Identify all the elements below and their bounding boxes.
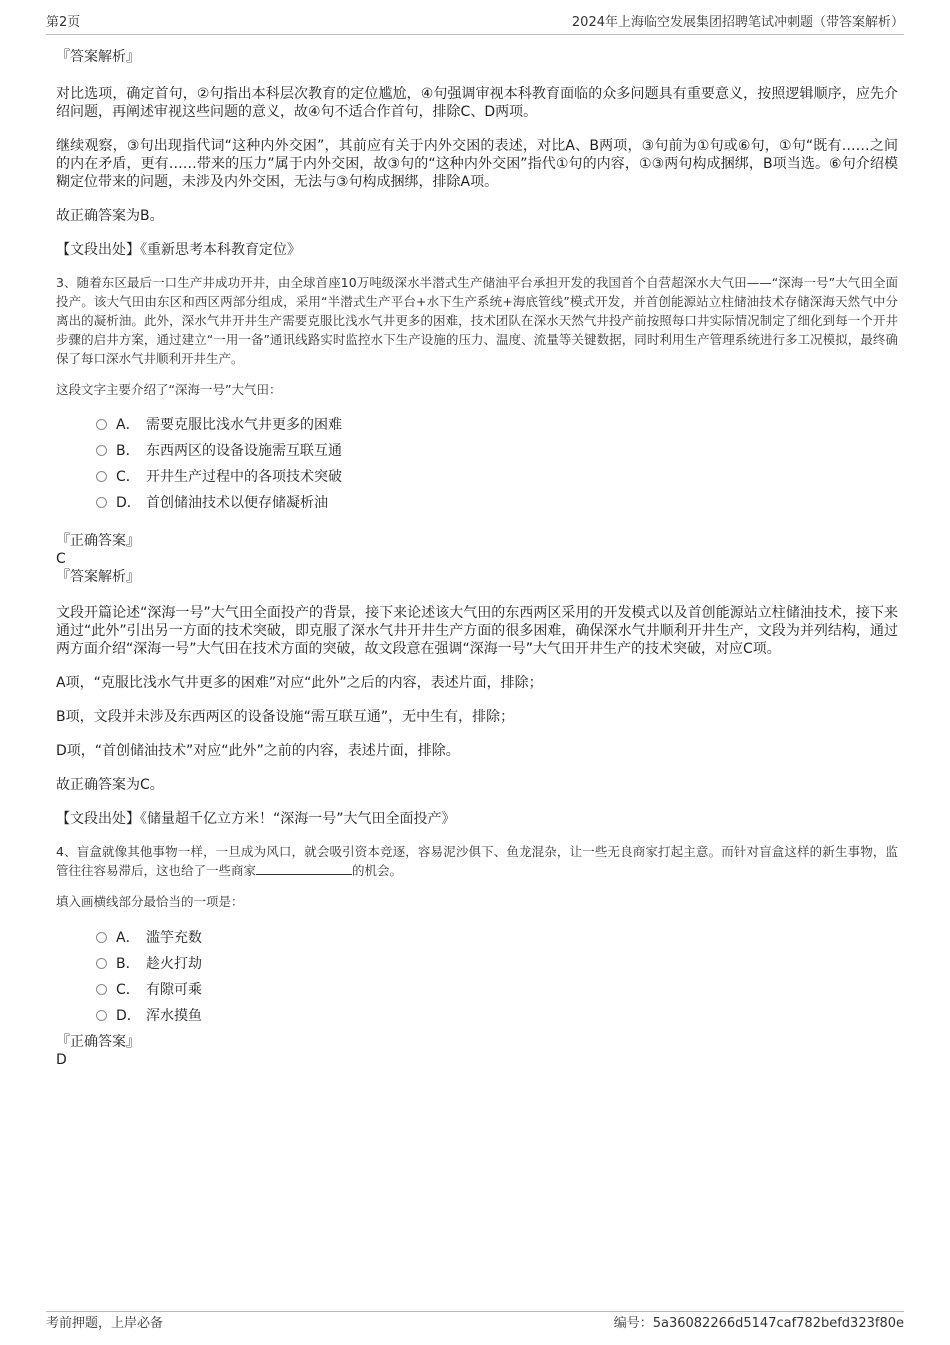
- q4-prompt: 填入画横线部分最恰当的一项是：: [56, 894, 244, 909]
- q4-answer-label: 『正确答案』: [56, 1034, 140, 1050]
- q2-analysis-label: 『答案解析』: [56, 49, 140, 65]
- radio-icon[interactable]: [96, 497, 107, 508]
- q3-option-d[interactable]: D． 首创储油技术以便存储凝析油: [96, 490, 898, 516]
- fill-blank: [256, 862, 352, 875]
- q2-analysis-para-1: 对比选项，确定首句，②句指出本科层次教育的定位尴尬，④句强调审视本科教育面临的众多问题具有重要意义，按照逻辑顺序，应先介绍问题，再阐述审视这些问题的意义，故④句不适合作首句，排除C、D两项。: [56, 86, 898, 120]
- q2-source: 【文段出处】《重新思考本科教育定位》: [56, 242, 301, 258]
- q4-question-text: 4、盲盒就像其他事物一样，一旦成为风口，就会吸引资本竞逐，容易泥沙俱下、鱼龙混杂，让一些无良商家打起主意。而针对盲盒这样的新生事物，监管往往容易滞后，这也给了一些商家 的机会。: [56, 844, 898, 878]
- radio-icon[interactable]: [96, 932, 107, 943]
- page-number: 第2页: [46, 15, 81, 30]
- main-content: [56, 44, 898, 1069]
- page-header: [46, 14, 904, 35]
- q4-option-c[interactable]: C． 有隙可乘: [96, 977, 898, 1003]
- q2-conclusion: 故正确答案为B。: [56, 208, 164, 224]
- q4-option-a[interactable]: A． 滥竽充数: [96, 925, 898, 951]
- q3-analysis-para-4: D项，“首创储油技术”对应“此外”之前的内容，表述片面，排除。: [56, 743, 460, 759]
- q3-analysis-para-2: A项，“克服比浅水气井更多的困难”对应“此外”之后的内容，表述片面，排除；: [56, 675, 543, 691]
- q3-answer: C: [56, 551, 66, 567]
- q4-option-d[interactable]: D． 浑水摸鱼: [96, 1003, 898, 1029]
- footer-slogan: 考前押题，上岸必备: [46, 1316, 164, 1331]
- q3-prompt: 这段文字主要介绍了“深海一号”大气田：: [56, 382, 282, 397]
- radio-icon[interactable]: [96, 471, 107, 482]
- q4-options: [96, 925, 898, 1029]
- document-title: 2024年上海临空发展集团招聘笔试冲刺题（带答案解析）: [571, 15, 904, 30]
- q3-analysis-para-1: 文段开篇论述“深海一号”大气田全面投产的背景，接下来论述该大气田的东西两区采用的开发模式以及首创能源站立柱储油技术，接下来通过“此外”引出另一方面的技术突破，即克服了深水气井开井生产方面的很多困难，确保深水气井顺利开井生产，文段为并列结构，通过两方面介绍“深海一号”大气田在技术方面的突破，故文段意在强调“深海一号”大气田开井生产的技术突破，对应C项。: [56, 605, 898, 657]
- q3-answer-label: 『正确答案』: [56, 533, 140, 549]
- q3-source: 【文段出处】《储量超千亿立方米！“深海一号”大气田全面投产》: [56, 811, 456, 827]
- q3-options: [96, 412, 898, 516]
- q4-option-b[interactable]: B． 趁火打劫: [96, 951, 898, 977]
- q3-conclusion: 故正确答案为C。: [56, 777, 164, 793]
- radio-icon[interactable]: [96, 984, 107, 995]
- q2-analysis-para-2: 继续观察，③句出现指代词“这种内外交困”，其前应有关于内外交困的表述，对比A、B两项，③句前为①句或⑥句，①句“既有……之间的内在矛盾，更有……带来的压力”属于内外交困，故③句的“这种内外交困”指代①句的内容，①③两句构成捆绑，B项当选。⑥句介绍模糊定位带来的问题，未涉及内外交困，无法与③句构成捆绑，排除A项。: [56, 138, 898, 190]
- radio-icon[interactable]: [96, 419, 107, 430]
- q3-option-b[interactable]: B． 东西两区的设备设施需互联互通: [96, 438, 898, 464]
- q3-question-text: 3、随着东区最后一口生产井成功开井，由全球首座10万吨级深水半潜式生产储油平台承担开发的我国首个自营超深水大气田——“深海一号”大气田全面投产。该大气田由东区和西区两部分组成，采用“半潜式生产平台+水下生产系统+海底管线”模式开发，并首创能源站立柱储油技术存储深海天然气中分离出的凝析油。此外，深水气井开井生产需要克服比浅水气井更多的困难，技术团队在深水天然气井投产前按照每口井实际情况制定了细化到每一个开井步骤的启井方案，通过建立“一用一备”通讯线路实时监控水下生产设施的压力、温度、流量等关键数据，同时利用生产管理系统进行多工况模拟，最终确保了每口深水气井顺利开井生产。: [56, 275, 898, 366]
- q3-option-c[interactable]: C． 开井生产过程中的各项技术突破: [96, 464, 898, 490]
- q4-answer: D: [56, 1052, 67, 1068]
- radio-icon[interactable]: [96, 1010, 107, 1021]
- page-footer: [46, 1311, 904, 1334]
- q3-analysis-label: 『答案解析』: [56, 569, 140, 585]
- q3-analysis-para-3: B项，文段并未涉及东西两区的设备设施“需互联互通”，无中生有，排除；: [56, 709, 515, 725]
- document-id: 编号：5a36082266d5147caf782befd323f80e: [613, 1316, 904, 1331]
- radio-icon[interactable]: [96, 445, 107, 456]
- q3-option-a[interactable]: A． 需要克服比浅水气井更多的困难: [96, 412, 898, 438]
- radio-icon[interactable]: [96, 958, 107, 969]
